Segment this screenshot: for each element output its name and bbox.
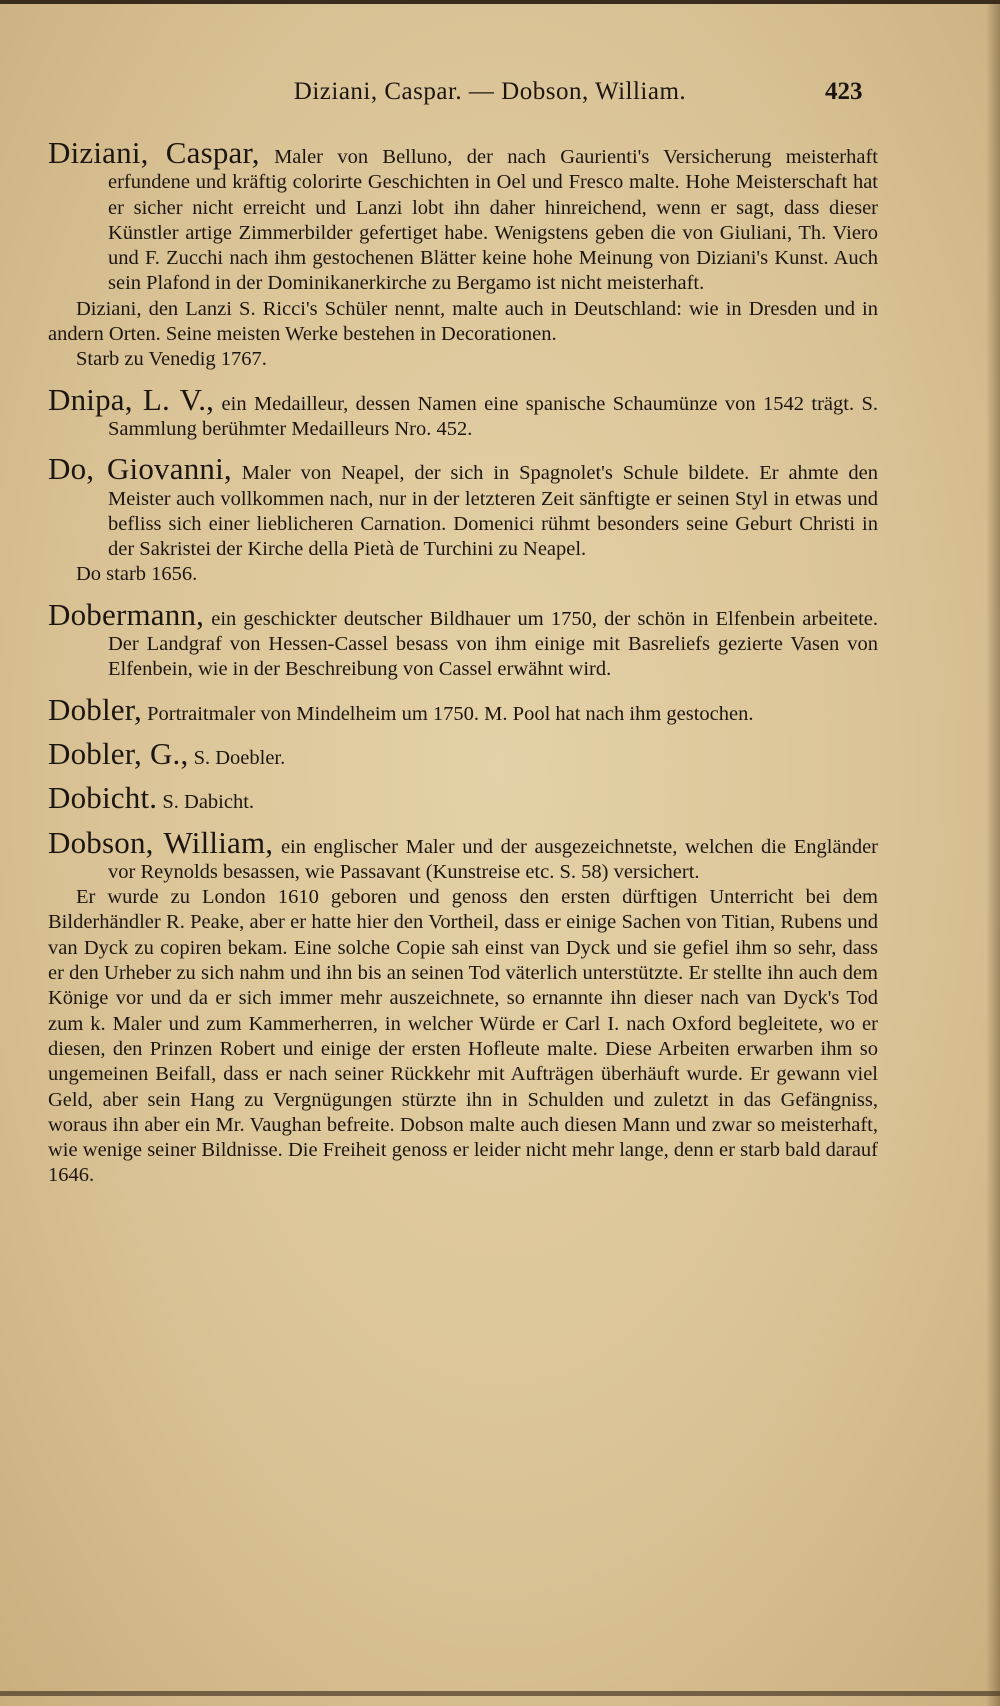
entry-text: Maler von Belluno, der nach Gaurienti's Versicherung meisterhaft erfundene und kräftig colorirte Geschichten in Oel und Fresco malte. Hohe Meisterschaft hat er sicher nicht erreicht und Lanzi lobt ihn daher hinreichend, wenn er sagt, dass dieser Künstler artige Zimmerbilder gefertiget habe. Wenigstens geben die von Giuliani, Th. Viero und F. Zucchi nach ihm gestochenen Blätter keine hohe Meinung von Diziani's Kunst. Auch sein Plafond in der Dominikanerkirche zu Bergamo ist nicht meisterhaft. [108,146,878,295]
entry-paragraph [48,381,878,443]
page-body [48,135,879,1203]
entry-dobermann [48,596,878,683]
entry-dobler [48,691,878,727]
entry-text: ein Medailleur, dessen Namen eine spanische Schaumünze von 1542 trägt. S. Sammlung berühmter Medailleurs Nro. 452. [108,392,878,440]
entry-headword: Dobler, [48,691,142,727]
entry-headword: Dobicht. [48,780,158,816]
entry-text: Maler von Neapel, der sich in Spagnolet's Schule bildete. Er ahmte den Meister auch vollkommen nach, nur in der letzteren Zeit sänftigte er seinen Styl in etwas und befliss sich einer lieblicheren Carnation. Domenici rühmt besonders seine Geburt Christi in der Sakristei der Kirche della Pietà de Turchini zu Neapel. [108,462,879,561]
entry-do-giovanni [48,451,879,587]
entry-paragraph [48,735,878,771]
entry-text: Portraitmaler von Mindelheim um 1750. M. Pool hat nach ihm gestochen. [147,702,754,725]
entry-diziani [48,135,878,373]
entry-dobson [48,824,879,1189]
entry-headword: Dobler, G., [48,735,189,771]
page-edge-shadow [986,0,1000,1706]
entry-paragraph [48,691,878,727]
entry-text: S. Doebler. [193,746,286,769]
entry-paragraph [48,596,878,683]
entry-paragraph [48,824,879,886]
entry-paragraph: Diziani, den Lanzi S. Ricci's Schüler nennt, malte auch in Deutschland: wie in Dresden und in andern Orten. Seine meisten Werke bestehen in Decorationen. [48,297,878,346]
entry-dobler-g [48,735,878,771]
bottom-edge-line [0,1691,1000,1696]
entry-text: ein geschickter deutscher Bildhauer um 1750, der schön in Elfenbein arbeitete. Der Landgraf von Hessen-Cassel besass von ihm einige mit Basreliefs gezierte Vasen von Elfenbein, wie in der Beschreibung von Cassel erwähnt wird. [108,607,878,681]
entry-headword: Do, Giovanni, [48,451,232,487]
entry-headword: Diziani, Caspar, [48,135,260,170]
entry-paragraph: Er wurde zu London 1610 geboren und genoss den ersten dürftigen Unterricht bei dem Bilderhändler R. Peake, aber er hatte hier den Vortheil, dass er einige Sachen von Titian, Rubens und van Dyck zu copiren bekam. Eine solche Copie sah einst van Dyck und sie gefiel ihm so sehr, dass er den Urheber zu sich nahm und ihn bis an seinen Tod väterlich unterstützte. Er stellte ihn auch dem Könige vor und da er sich immer mehr auszeichnete, so ernannte ihn dieser nach van Dyck's Tod zum k. Maler und zum Kammerherren, in welcher Würde er Carl I. nach Oxford begleitete, wo er diesen, den Prinzen Robert und einige der ersten Hofleute malte. Diese Arbeiten erwarben ihm so ungemeinen Beifall, dass er nach seiner Rückkehr mit Aufträgen überhäuft wurde. Er gewann viel Geld, aber sein Hang zu Vergnügungen stürzte ihn in Schulden und zuletzt in das Gefängniss, woraus ihn aber ein Mr. Vaughan befreite. Dobson malte auch diesen Mann und zwar so meisterhaft, wie wenige seiner Bildnisse. Die Freiheit genoss er leider nicht mehr lange, denn er starb bald darauf 1646. [48,886,878,1187]
entry-paragraph [48,135,878,297]
entry-headword: Dobson, William, [48,824,274,860]
entry-text: S. Dabicht. [162,791,255,814]
running-header [0,78,1000,118]
entry-text: ein englischer Maler und der ausgezeichnetste, welchen die Engländer vor Reynolds besassen, wie Passavant (Kunstreise etc. S. 58) versichert. [108,835,879,883]
page-number: 423 [825,78,863,105]
entry-headword: Dnipa, L. V., [48,381,215,417]
entry-dobicht [48,780,878,816]
entry-paragraph [48,780,878,816]
top-edge-line [0,0,1000,4]
entry-paragraph: Do starb 1656. [76,563,198,586]
running-title: Diziani, Caspar. — Dobson, William. [293,78,687,105]
entry-paragraph [48,451,879,562]
entry-paragraph: Starb zu Venedig 1767. [76,348,267,371]
entry-headword: Dobermann, [48,596,205,632]
entry-dnipa [48,381,878,443]
